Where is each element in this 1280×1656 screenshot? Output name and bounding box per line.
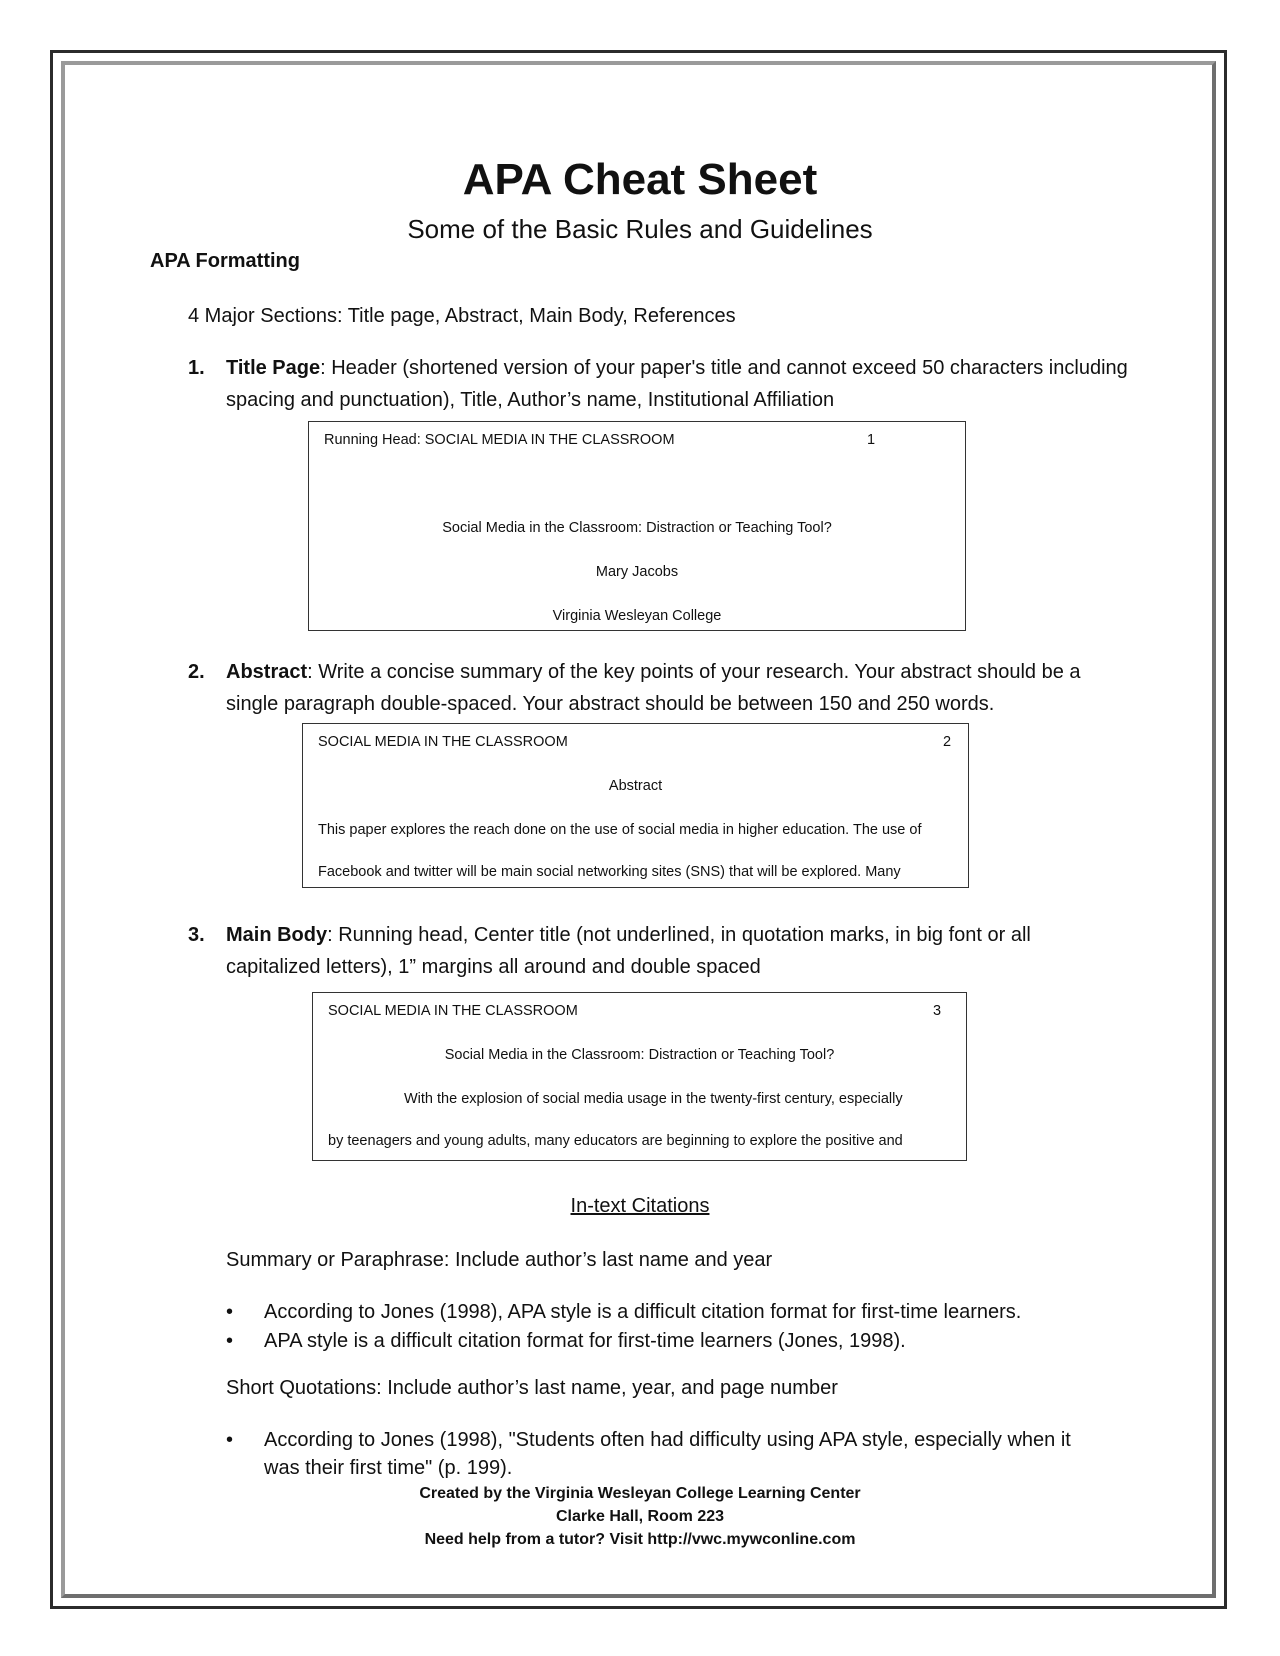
example-running-head: SOCIAL MEDIA IN THE CLASSROOM <box>328 1003 578 1019</box>
list-item <box>226 1426 1096 1482</box>
item-description: : Write a concise summary of the key points of your research. Your abstract should be a single paragraph double-spaced. Your abstract should be between 150 and 250 words. <box>226 661 1081 715</box>
item-description: : Header (shortened version of your paper's title and cannot exceed 50 characters including spacing and punctuation), Title, Author’s name, Institutional Affiliation <box>226 357 1128 411</box>
main-body-example <box>312 992 967 1161</box>
abstract-example <box>302 723 969 888</box>
example-running-head: Running Head: SOCIAL MEDIA IN THE CLASSROOM <box>324 432 675 448</box>
footer-credit: Created by the Virginia Wesleyan College Learning Center <box>419 1485 861 1502</box>
bullet-icon: • <box>226 1330 234 1352</box>
page-subtitle: Some of the Basic Rules and Guidelines <box>407 214 873 244</box>
item-number: 2. <box>188 661 205 683</box>
item-label: Title Page <box>226 357 321 379</box>
title-page-example <box>308 421 966 631</box>
citation-example: According to Jones (1998), "Students often had difficulty using APA style, especially when it was their first time" (p. 199). <box>264 1429 1071 1479</box>
in-text-citations-heading: In-text Citations <box>570 1195 710 1217</box>
footer-location: Clarke Hall, Room 223 <box>555 1508 725 1525</box>
footer-tutor-link[interactable]: Need help from a tutor? Visit http://vwc.mywconline.com <box>424 1531 856 1548</box>
list-item <box>226 1298 1126 1326</box>
example-abstract-title: Abstract <box>608 778 663 794</box>
bullet-icon: • <box>226 1301 234 1323</box>
example-running-head: SOCIAL MEDIA IN THE CLASSROOM <box>318 734 568 750</box>
item-number: 3. <box>188 924 205 946</box>
example-page-number: 2 <box>943 734 952 750</box>
short-quotations-label: Short Quotations: Include author’s last name, year, and page number <box>226 1377 838 1399</box>
title-page-item <box>188 352 1128 416</box>
item-label: Abstract <box>226 661 308 683</box>
example-body-line: by teenagers and young adults, many educators are beginning to explore the positive and <box>328 1133 903 1149</box>
example-page-number: 3 <box>933 1003 942 1019</box>
abstract-item <box>188 656 1128 720</box>
major-sections-text: 4 Major Sections: Title page, Abstract, Main Body, References <box>188 305 736 327</box>
citation-example: According to Jones (1998), APA style is a difficult citation format for first-time learners. <box>264 1301 1022 1323</box>
citation-example: APA style is a difficult citation format for first-time learners (Jones, 1998). <box>264 1330 906 1352</box>
example-affiliation: Virginia Wesleyan College <box>552 608 722 624</box>
example-abstract-line: Facebook and twitter will be main social networking sites (SNS) that will be explored. Many <box>318 864 901 880</box>
example-abstract-line: This paper explores the reach done on the use of social media in higher education. The use of <box>318 822 922 838</box>
page-title: APA Cheat Sheet <box>462 155 818 204</box>
item-number: 1. <box>188 357 205 379</box>
bullet-icon: • <box>226 1429 234 1451</box>
apa-formatting-heading: APA Formatting <box>150 250 300 272</box>
example-page-number: 1 <box>867 432 876 448</box>
main-body-item <box>188 919 1128 983</box>
example-body-title: Social Media in the Classroom: Distraction or Teaching Tool? <box>444 1047 835 1063</box>
example-paper-title: Social Media in the Classroom: Distraction or Teaching Tool? <box>442 520 832 536</box>
example-body-line: With the explosion of social media usage in the twenty-first century, especially <box>404 1091 903 1107</box>
list-item <box>226 1327 1126 1355</box>
summary-paraphrase-label: Summary or Paraphrase: Include author’s last name and year <box>226 1249 773 1271</box>
item-label: Main Body <box>226 924 328 946</box>
example-author: Mary Jacobs <box>595 564 679 580</box>
item-description: : Running head, Center title (not underlined, in quotation marks, in big font or all capitalized letters), 1” margins all around and double spaced <box>226 924 1031 978</box>
